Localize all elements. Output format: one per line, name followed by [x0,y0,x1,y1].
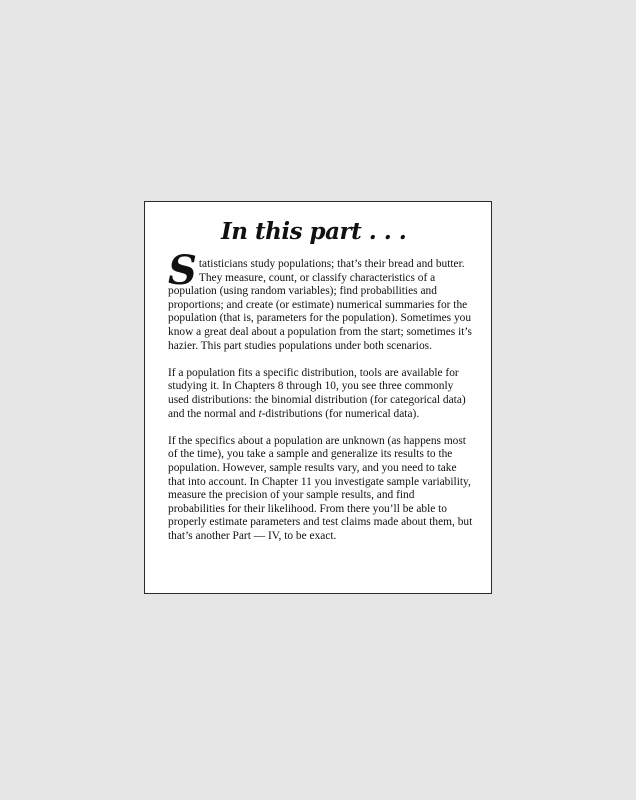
paragraph-2-italic-t: t [258,407,262,420]
paragraph-1 [168,247,474,353]
drop-cap: S [168,247,197,294]
paragraph-1-text: tatisticians study populations; that’s their bread and butter. They measure, count, or classify characteristics of a population (using random variables); find probabilities and proportions; and create (or estimate) numerical summaries for the population (that is, parameters for the population). Sometimes you know a great deal about a population from the start; sometimes it’s hazier. This part studies populations under both scenarios. [168,258,472,352]
paragraph-2-text-before: If a population fits a specific distribution, tools are available for studying it. In Chapters 8 through 10, you see three commonly used distributions: the binomial distribution (for categorical data) and the normal and [168,366,466,420]
part-body [168,247,474,557]
part-intro-box [144,201,492,594]
paragraph-3-text: If the specifics about a population are unknown (as happens most of the time), you take a sample and generalize its results to the population. However, sample results vary, and you need to take that into account. In Chapter 11 you investigate sample variability, measure the precision of your sample results, and find probabilities for their likelihood. From there you’ll be able to properly estimate parameters and test claims made about them, but that’s another Part — IV, to be exact. [168,434,473,542]
paragraph-3 [168,435,474,544]
paragraph-2 [168,367,474,421]
paragraph-2-text-after: -distributions (for numerical data). [261,407,420,420]
part-title: In this part . . . [221,218,407,245]
